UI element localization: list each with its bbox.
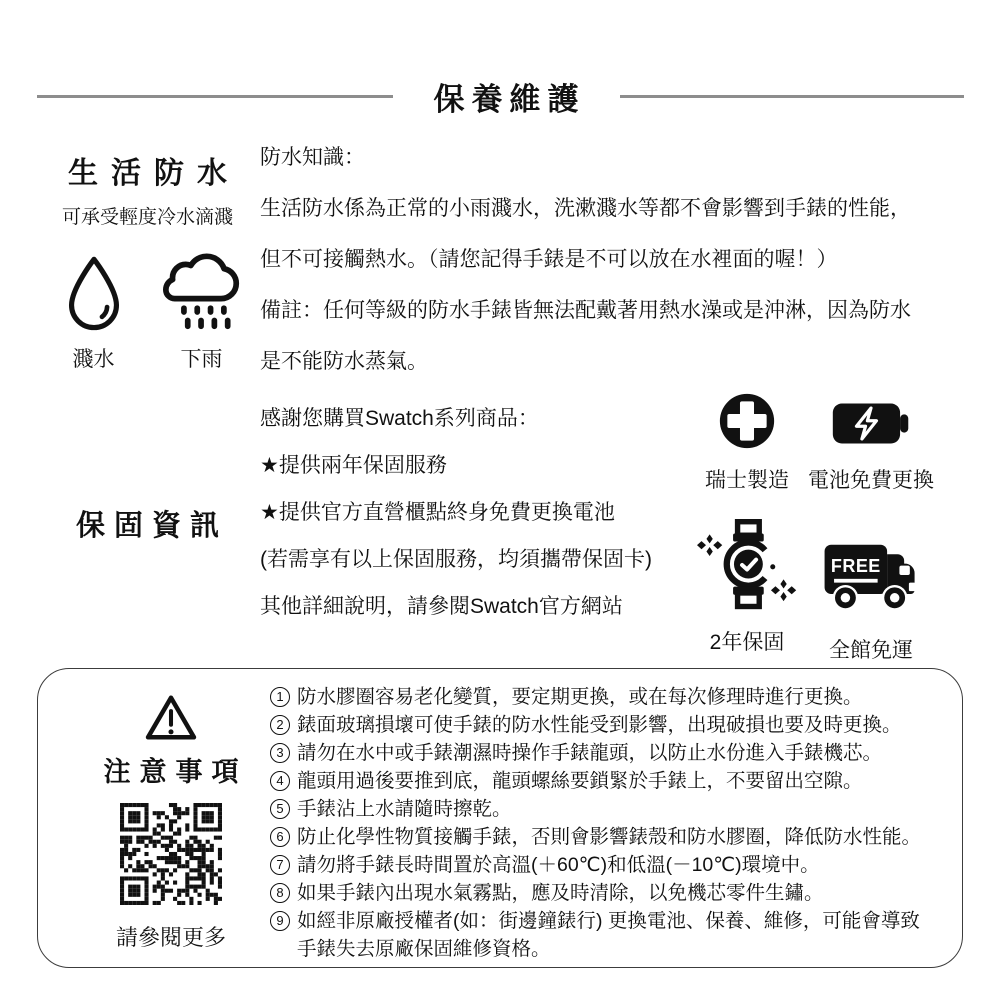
- notice-number: 9: [270, 911, 290, 931]
- notice-text: 請勿在水中或手錶潮濕時操作手錶龍頭，以防止水份進入手錶機芯。: [297, 742, 883, 764]
- knowledge-line: 備註：任何等級的防水手錶皆無法配戴著用熱水澡或是沖淋，因為防水: [260, 299, 911, 322]
- notice-text: 錶面玻璃損壞可使手錶的防水性能受到影響，出現破損也要及時更換。: [297, 714, 902, 736]
- notice-text: 如經非原廠授權者(如：街邊鐘錶行) 更換電池、保養、維修，可能會導致手錶失去原廠保固維修資格。: [297, 910, 920, 960]
- notice-item: [270, 823, 938, 851]
- notice-number: 5: [270, 799, 290, 819]
- splash-column: [47, 253, 141, 373]
- notice-number: 1: [270, 687, 290, 707]
- warning-triangle-icon: [144, 693, 198, 742]
- notice-number: 4: [270, 771, 290, 791]
- qr-caption: 請參閱更多: [115, 925, 226, 950]
- title-divider-right: [620, 95, 964, 98]
- splash-label: 濺水: [72, 348, 115, 371]
- warranty-heading: 保固資訊: [75, 510, 228, 542]
- warranty-badges: [685, 390, 933, 664]
- rain-cloud-icon: [158, 253, 246, 331]
- battery-icon: [831, 390, 911, 450]
- badge-2yr-warranty: [685, 518, 809, 664]
- waterproof-knowledge: [260, 132, 982, 387]
- notices-left-column: [66, 693, 276, 952]
- waterproof-icons: [40, 253, 255, 373]
- notice-item: [270, 879, 938, 907]
- waterproof-heading: 生活防水: [68, 157, 240, 190]
- water-drop-icon: [65, 253, 123, 331]
- waterproof-section-left: [40, 148, 255, 373]
- warranty-line: ★提供兩年保固服務: [260, 454, 447, 477]
- badge-label: 瑞士製造: [705, 469, 789, 492]
- warranty-line: 其他詳細說明，請參閱Swatch官方網站: [260, 595, 623, 618]
- notice-number: 6: [270, 827, 290, 847]
- qr-code: [120, 803, 222, 905]
- notice-text: 龍頭用過後要推到底，龍頭螺絲要鎖緊於手錶上，不要留出空隙。: [297, 770, 863, 792]
- badge-swiss-made: [685, 390, 809, 494]
- notices-list: [270, 683, 938, 963]
- knowledge-line: 但不可接觸熱水。（請您記得手錶是不可以放在水裡面的喔！）: [260, 248, 838, 271]
- notice-item: [270, 851, 938, 879]
- notice-number: 7: [270, 855, 290, 875]
- notice-text: 手錶沾上水請隨時擦乾。: [297, 798, 512, 820]
- notice-item: [270, 767, 938, 795]
- title-divider-left: [37, 95, 393, 98]
- notice-item: [270, 711, 938, 739]
- rain-column: [155, 253, 249, 373]
- badge-label: 電池免費更換: [808, 469, 934, 492]
- notices-heading: 注意事項: [103, 757, 248, 787]
- knowledge-line: 是不能防水蒸氣。: [260, 350, 428, 373]
- notice-number: 3: [270, 743, 290, 763]
- notice-number: 8: [270, 883, 290, 903]
- knowledge-title: 防水知識：: [260, 146, 365, 169]
- knowledge-line: 生活防水係為正常的小雨濺水，洗漱濺水等都不會影響到手錶的性能，: [260, 197, 911, 220]
- badge-label: 全館免運: [829, 639, 913, 662]
- page-title-row: [0, 74, 1000, 119]
- warranty-line: 感謝您購買Swatch系列商品：: [260, 407, 539, 430]
- swiss-cross-icon: [718, 390, 776, 450]
- notice-item: [270, 795, 938, 823]
- free-truck-text: FREE: [830, 556, 881, 577]
- warranty-text: [260, 395, 700, 630]
- badge-battery: [809, 390, 933, 494]
- badge-label: 2年保固: [709, 631, 785, 654]
- notice-text: 防水膠圈容易老化變質，要定期更換，或在每次修理時進行更換。: [297, 686, 863, 708]
- notice-item: [270, 739, 938, 767]
- free-truck-icon: [821, 518, 921, 620]
- notice-item: [270, 907, 938, 963]
- warranty-line: (若需享有以上保固服務，均須攜帶保固卡): [260, 548, 652, 571]
- warranty-line: ★提供官方直營櫃點終身免費更換電池: [260, 501, 615, 524]
- notice-text: 如果手錶內出現水氣霧點，應及時清除，以免機芯零件生鏽。: [297, 882, 824, 904]
- waterproof-subheading: 可承受輕度冷水滴濺: [61, 207, 233, 228]
- notice-text: 請勿將手錶長時間置於高溫(＋60℃)和低溫(－10℃)環境中。: [297, 854, 820, 876]
- notices-box: [37, 668, 963, 968]
- badge-free-shipping: [809, 518, 933, 664]
- rain-label: 下雨: [180, 348, 223, 371]
- page-title: 保養維護: [433, 82, 586, 117]
- notice-number: 2: [270, 715, 290, 735]
- notice-text: 防止化學性物質接觸手錶，否則會影響錶殼和防水膠圈，降低防水性能。: [297, 826, 922, 848]
- notice-item: [270, 683, 938, 711]
- watch-icon: [697, 518, 798, 612]
